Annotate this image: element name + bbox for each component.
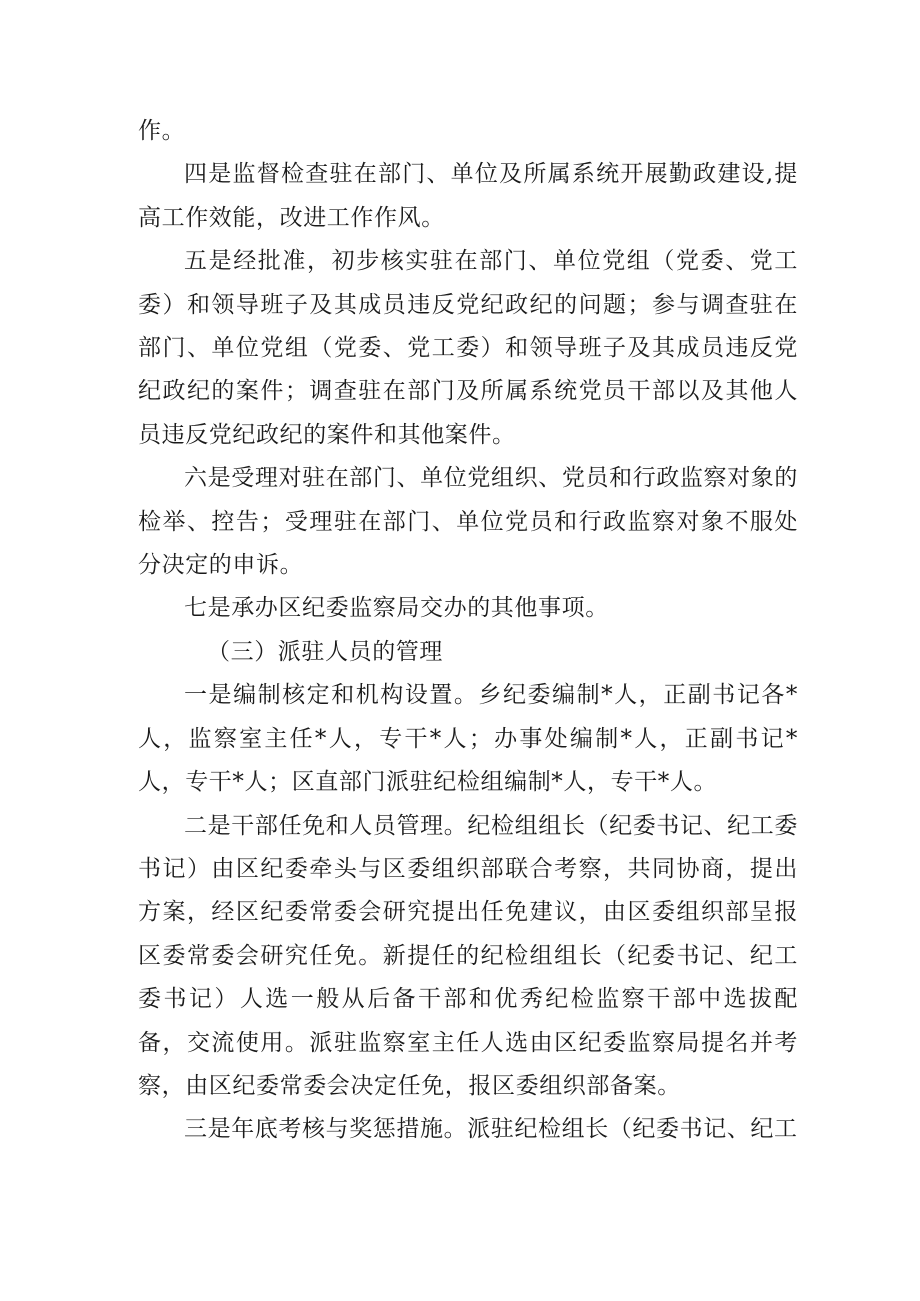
paragraph-item-four: 四是监督检查驻在部门、单位及所属系统开展勤政建设,提高工作效能，改进工作作风。 (138, 161, 798, 231)
paragraph-staffing: 一是编制核定和机构设置。乡纪委编制*人，正副书记各*人，监察室主任*人，专干*人；办事处编制*人，正副书记*人，专干*人；区直部门派驻纪检组编制*人，专干*人。 (138, 682, 798, 796)
paragraph-item-six: 六是受理对驻在部门、单位党组织、党员和行政监察对象的检举、控告；受理驻在部门、单位党员和行政监察对象不服处分决定的申诉。 (138, 465, 798, 579)
paragraph-item-five: 五是经批准，初步核实驻在部门、单位党组（党委、党工委）和领导班子及其成员违反党纪政纪的问题；参与调查驻在部门、单位党组（党委、党工委）和领导班子及其成员违反党纪政纪的案件；调查驻在部门及所属系统党员干部以及其他人员违反党纪政纪的案件和其他案件。 (138, 248, 798, 448)
paragraph-appointment: 二是干部任免和人员管理。纪检组组长（纪委书记、纪工委书记）由区纪委牵头与区委组织部联合考察，共同协商，提出方案，经区纪委常委会研究提出任免建议，由区委组织部呈报区委常委会研究任免。新提任的纪检组组长（纪委书记、纪工委书记）人选一般从后备干部和优秀纪检监察干部中选拔配备，交流使用。派驻监察室主任人选由区纪委监察局提名并考察，由区纪委常委会决定任免，报区委组织部备案。 (138, 812, 798, 1099)
paragraph-item-seven: 七是承办区纪委监察局交办的其他事项。 (184, 595, 609, 622)
paragraph-continuation: 作。 (138, 118, 186, 144)
section-heading-personnel-management: （三）派驻人员的管理 (207, 638, 443, 665)
document-body (138, 110, 798, 1152)
paragraph-assessment: 三是年底考核与奖惩措施。派驻纪检组长（纪委书记、纪工 (184, 1116, 798, 1143)
